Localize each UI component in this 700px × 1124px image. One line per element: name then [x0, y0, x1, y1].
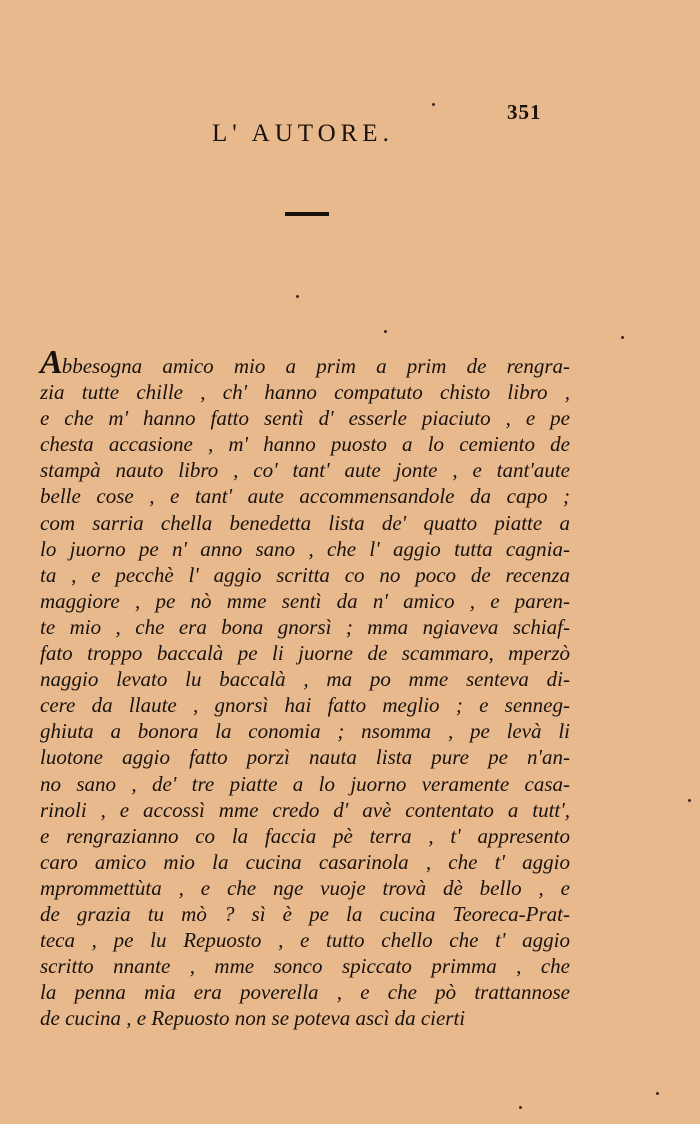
text-line: de grazia tu mò ? sì è pe la cucina Teoreca-Prat-: [40, 901, 570, 926]
text-line: teca , pe lu Repuosto , e tutto chello che t' aggio: [40, 928, 570, 953]
text-line: naggio levato lu baccalà , ma po mme senteva di-: [40, 667, 570, 692]
section-title: L' AUTORE.: [212, 120, 394, 147]
page-number: 351: [507, 100, 542, 124]
text-line: scritto nnante , mme sonco spiccato primma , che: [40, 954, 570, 979]
text-line: maggiore , pe nò mme sentì da n' amico , e paren-: [40, 588, 570, 613]
body-text: [40, 344, 570, 1031]
ink-speck: [621, 336, 624, 339]
text-line: mprommettùta , e che nge vuoje trovà dè bello , e: [40, 875, 570, 900]
text-line: e rengrazianno co la faccia pè terra , t' appresento: [40, 823, 570, 848]
text-line: e che m' hanno fatto sentì d' esserle piaciuto , e pe: [40, 406, 570, 431]
ink-speck: [296, 295, 299, 298]
first-line-text: bbesogna amico mio a prim a prim de rengra-: [61, 354, 570, 378]
ink-speck: [384, 330, 387, 333]
text-line: la penna mia era poverella , e che pò trattannose: [40, 980, 570, 1005]
drop-cap: A: [40, 344, 62, 381]
text-line: te mio , che era bona gnorsì ; mma ngiaveva schiaf-: [40, 614, 570, 639]
text-line: no sano , de' tre piatte a lo juorno veramente casa-: [40, 771, 570, 796]
text-line: de cucina , e Repuosto non se poteva ascì da cierti: [40, 1006, 466, 1031]
ink-speck: [656, 1092, 659, 1095]
text-line: zia tutte chille , ch' hanno compatuto chisto libro ,: [40, 380, 570, 405]
text-line: belle cose , e tant' aute accommensandole da capo ;: [40, 484, 570, 509]
text-line: cere da llaute , gnorsì hai fatto meglio ; e senneg-: [40, 693, 570, 718]
text-line: [40, 344, 570, 381]
text-line: chesta accasione , m' hanno puosto a lo cemiento de: [40, 432, 570, 457]
text-line: caro amico mio la cucina casarinola , che t' aggio: [40, 849, 570, 874]
text-line: luotone aggio fatto porzì nauta lista pure pe n'an-: [40, 745, 570, 770]
title-rule: [285, 212, 329, 216]
text-line: rinoli , e accossì mme credo d' avè contentato a tutt',: [40, 797, 570, 822]
text-line: lo juorno pe n' anno sano , che l' aggio tutta cagnia-: [40, 536, 570, 561]
text-line: ta , e pecchè l' aggio scritta co no poco de recenza: [40, 562, 570, 587]
text-line: ghiuta a bonora la conomia ; nsomma , pe levà li: [40, 719, 570, 744]
text-line: fato troppo baccalà pe li juorne de scammaro, mperzò: [40, 641, 570, 666]
ink-speck: [519, 1106, 522, 1109]
ink-speck: [688, 799, 691, 802]
ink-speck: [432, 103, 435, 106]
text-line: com sarria chella benedetta lista de' quatto piatte a: [40, 510, 570, 535]
text-line: stampà nauto libro , co' tant' aute jonte , e tant'aute: [40, 458, 570, 483]
